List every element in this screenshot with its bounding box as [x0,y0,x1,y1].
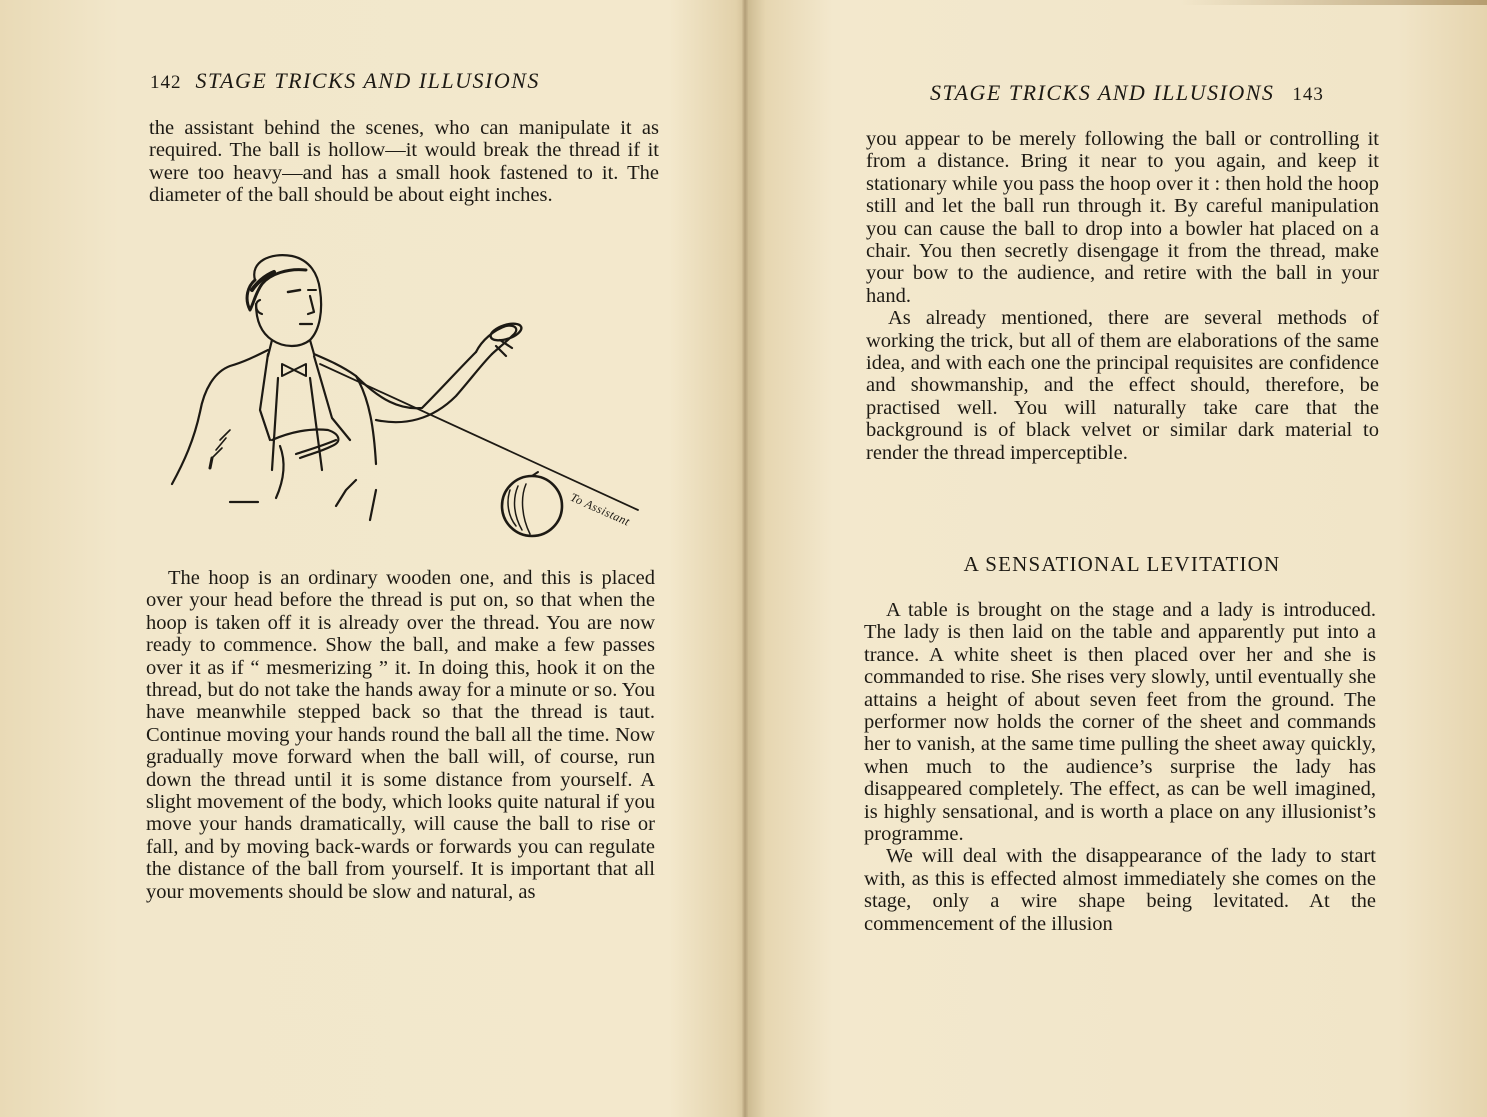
paragraph: A table is brought on the stage and a lady is introduced. The lady is then laid on the table and apparently put into a trance. A white sheet is then placed over her and she is commanded to rise. She rises very slowly, until eventually she attains a height of about seven feet from the ground. The performer now holds the corner of the sheet and commands her to vanish, at the same time pulling the sheet away quickly, when much to the audience’s surprise the lady has disappeared completely. The effect, as can be well imagined, is highly sensational, and is worth a place on any illusionist’s programme. [864,599,1376,846]
paragraph: The hoop is an ordinary wooden one, and this is placed over your head before the thread is put on, so that when the hoop is taken off it is already over the thread. You are now ready to commence. Show the ball, and make a few passes over it as if “ mesmerizing ” it. In doing this, hook it on the thread, but do not take the hands away for a minute or so. You have meanwhile stepped back so that the thread is taut. Continue moving your hands round the ball all the time. Now gradually move forward when the ball will, of course, run down the thread until it is some distance from yourself. A slight movement of the body, which looks quite natural if you move your hands dramatically, will cause the ball to rise or fall, and by moving back-wards or forwards you can regulate the distance of the ball from yourself. It is important that all your movements should be slow and natural, as [146,567,655,903]
right-running-head [930,80,1324,106]
paragraph: As already mentioned, there are several methods of working the trick, but all of them are elaborations of the same idea, and with each one the principal requisites are confidence and showmanship, and the effect should, therefore, be practised well. You will naturally take care that the background is of black velvet or similar dark material to render the thread imperceptible. [866,307,1379,464]
paragraph: We will deal with the disappearance of the lady to start with, as this is effected almost immediately she comes on the stage, only a wire shape being levitated. At the commencement of the illusion [864,845,1376,935]
right-running-title: STAGE TRICKS AND ILLUSIONS [930,80,1275,105]
left-running-head [150,68,540,94]
section-heading: A SENSATIONAL LEVITATION [963,552,1281,576]
left-page-number: 142 [150,72,182,93]
right-text-bottom [864,599,1376,935]
book-gutter [742,0,748,1117]
left-text-top [149,117,659,207]
paragraph: you appear to be merely following the ball or controlling it from a distance. Bring it near to you again, and keep it stationary while you pass the hoop over it : then hold the hoop still and let the ball run through it. By careful manipulation you can cause the ball to drop into a bowler hat placed on a chair. You then secretly disengage it from the thread, make your bow to the audience, and retire with the ball in your hand. [866,128,1379,307]
left-text-bottom [146,567,655,903]
left-running-title: STAGE TRICKS AND ILLUSIONS [195,68,540,93]
illustration-label: To Assistant [568,490,633,529]
right-text-top [866,128,1379,464]
paragraph: the assistant behind the scenes, who can manipulate it as required. The ball is hollow—it would break the thread if it were too heavy—and has a small hook fastened to it. The diameter of the ball should be about eight inches. [149,117,659,207]
right-page-number: 143 [1292,84,1324,105]
